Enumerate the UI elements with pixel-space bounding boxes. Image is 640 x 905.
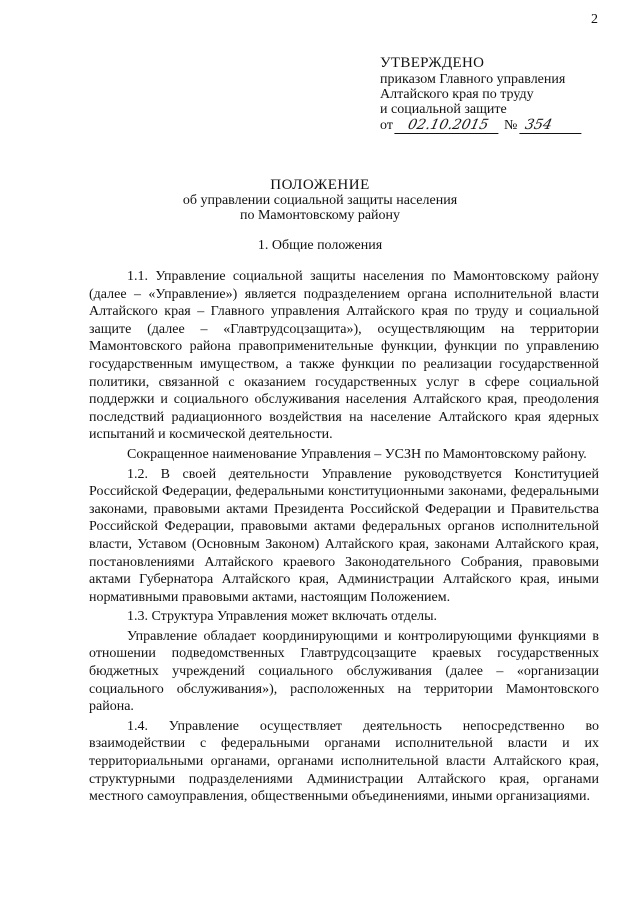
approval-heading: УТВЕРЖДЕНО [380, 55, 485, 71]
approval-line: Алтайского края по труду [380, 87, 534, 102]
document-title: ПОЛОЖЕНИЕ [270, 177, 370, 193]
page-number: 2 [591, 12, 598, 27]
paragraph: 1.1. Управление социальной защиты населения по Мамонтовскому району (далее – «Управление») является подразделением органа исполнительной власти Алтайского края – Главного управления Алтайского края по труду и социальной защите (далее – «Главтрудсоцзащита»), осуществляющим на территории Мамонтовского района правоприменительные функции, функции по управлению государственным имуществом, а также функции по реализации государственной политики, связанной с оказанием государственных услуг в сфере социальной поддержки и социального обслуживания населения Алтайского края, преодоления последствий радиационного воздействия на население Алтайского края ядерных испытаний и космической деятельности. [89, 269, 599, 443]
paragraph: 1.4. Управление осуществляет деятельность непосредственно во взаимодействии с федеральными органами исполнительной власти и их территориальными органами, органами исполнительной власти Алтайского края, структурными подразделениями Администрации Алтайского края, органами местного самоуправления, общественными объединениями, иными организациями. [89, 718, 599, 805]
handwritten-date: 02.10.2015 [395, 118, 502, 134]
handwritten-number: 354 [519, 118, 584, 134]
approval-order-line [380, 118, 610, 134]
paragraph: Управление обладает координирующими и контролирующими функциями в отношении подведомственных Главтрудсоцзащите краевых государственных бюджетных учреждений социального обслуживания (далее – «организации социального обслуживания»), расположенных на территории Мамонтовского района. [89, 628, 599, 715]
approval-line: и социальной защите [380, 102, 507, 117]
date-prefix: от [380, 118, 393, 133]
section-body [89, 268, 599, 808]
document-subtitle: по Мамонтовскому району [239, 208, 401, 223]
section-heading: 1. Общие положения [257, 238, 383, 253]
paragraph: 1.2. В своей деятельности Управление руководствуется Конституцией Российской Федерации, федеральными конституционными законами, федеральными законами, правовыми актами Президента Российской Федерации и Правительства Российской Федерации, правовыми актами федеральных органов исполнительной власти, Уставом (Основным Законом) Алтайского края, законами Алтайского края, постановлениями Алтайского краевого Законодательного Собрания, правовыми актами Губернатора Алтайского края, Администрации Алтайского края, иными нормативными правовыми актами, настоящим Положением. [89, 466, 599, 605]
document-title-block [0, 178, 640, 223]
paragraph: Сокращенное наименование Управления – УСЗН по Мамонтовскому району. [127, 446, 587, 462]
paragraph: 1.3. Структура Управления может включать отделы. [127, 609, 437, 625]
document-subtitle: об управлении социальной защиты населения [182, 193, 458, 208]
approval-line: приказом Главного управления [380, 72, 566, 87]
number-sign: № [503, 118, 518, 133]
approval-stamp [380, 56, 610, 134]
